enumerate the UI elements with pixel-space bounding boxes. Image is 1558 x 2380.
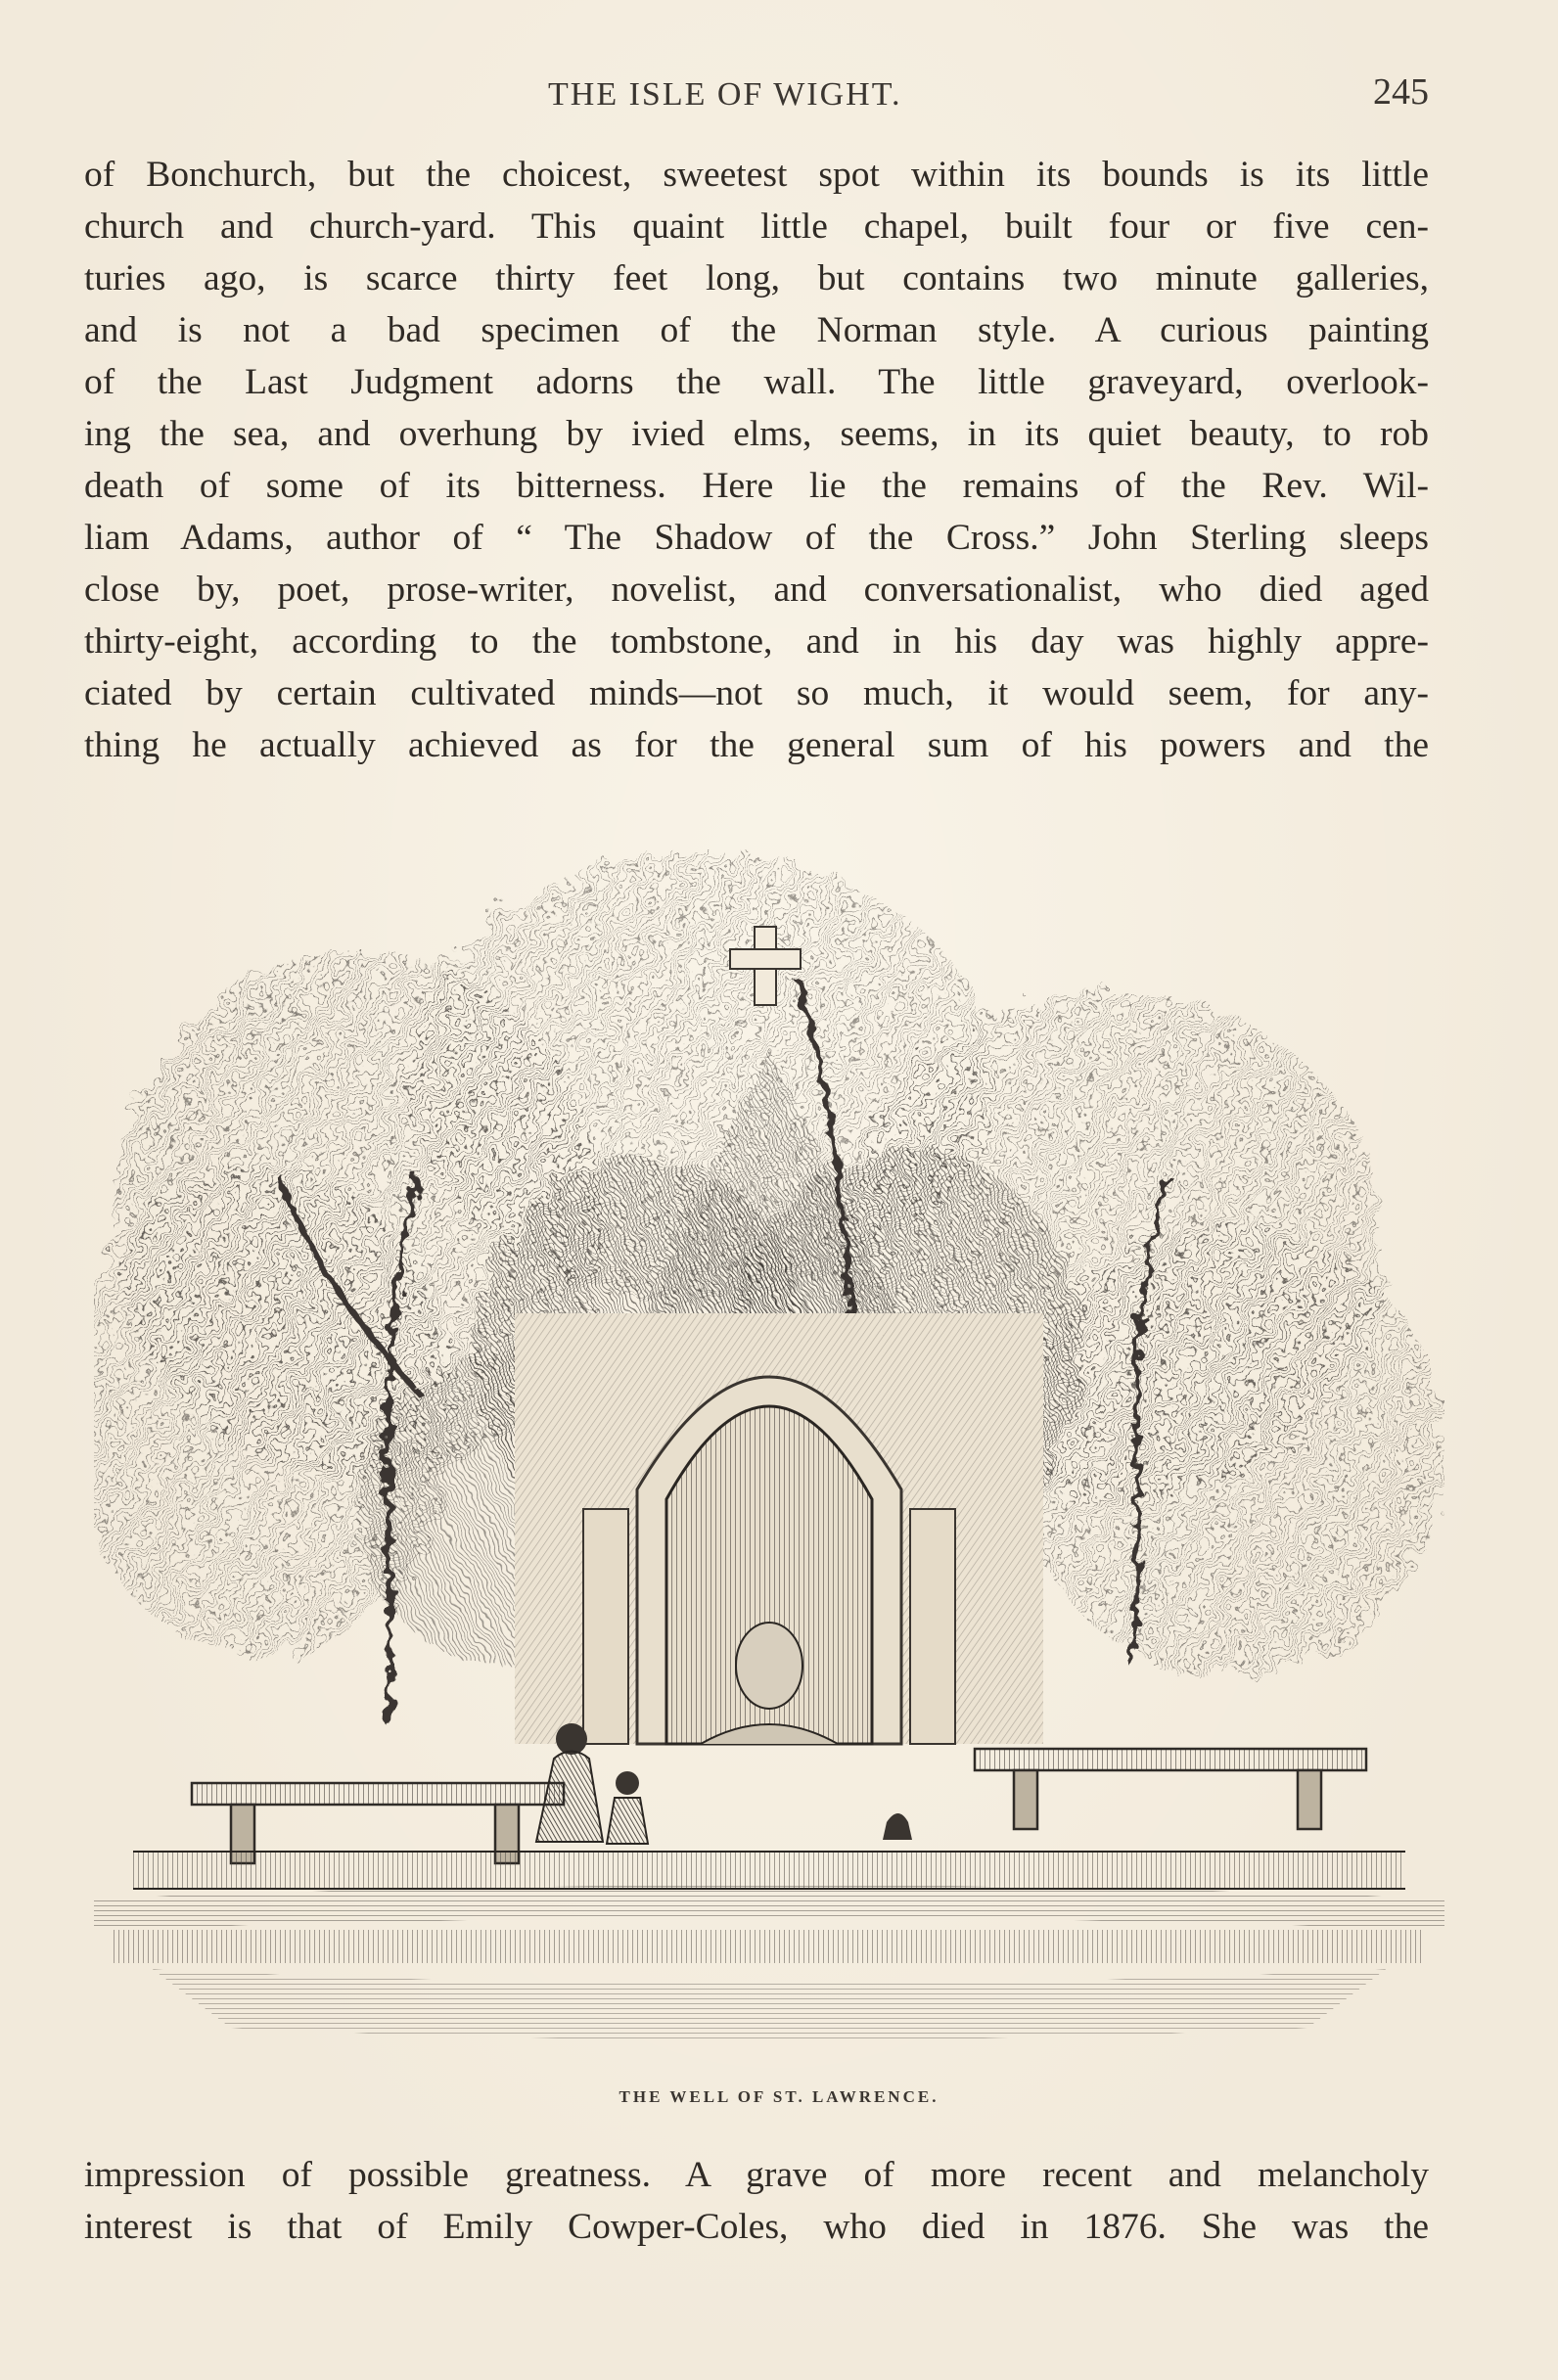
text-line: thing he actually achieved as for the general sum of his powers and the (84, 725, 1429, 765)
running-title: THE ISLE OF WIGHT. (548, 76, 902, 113)
engraving-well-of-st-lawrence (94, 804, 1444, 2047)
text-line: of the Last Judgment adorns the wall. The little graveyard, overlook- (84, 362, 1429, 402)
low-railing (133, 1852, 1405, 1889)
text-line: ciated by certain cultivated minds—not so much, it would seem, for any- (84, 673, 1429, 713)
foreground-road (94, 1885, 1444, 2040)
page-number: 245 (1373, 71, 1429, 113)
text-line: of Bonchurch, but the choicest, sweetest spot within its bounds is its little (84, 155, 1429, 195)
text-line: thirty-eight, according to the tombstone, and in his day was highly appre- (84, 621, 1429, 662)
text-line: close by, poet, prose-writer, novelist, and conversationalist, who died aged (84, 570, 1429, 610)
stone-benches (192, 1749, 1366, 1863)
text-line: church and church-yard. This quaint little chapel, built four or five cen- (84, 206, 1429, 247)
text-line: impression of possible greatness. A grave of more recent and melancholy (84, 2155, 1429, 2195)
text-line: liam Adams, author of “ The Shadow of the Cross.” John Sterling sleeps (84, 518, 1429, 558)
engraving-illustration (94, 804, 1444, 2047)
text-line: death of some of its bitterness. Here lie the remains of the Rev. Wil- (84, 466, 1429, 506)
text-line: ing the sea, and overhung by ivied elms, seems, in its quiet beauty, to rob (84, 414, 1429, 454)
text-line: interest is that of Emily Cowper-Coles, who died in 1876. She was the (84, 2207, 1429, 2247)
body-text-bottom (84, 2149, 1429, 2253)
figure-caption: THE WELL OF ST. LAWRENCE. (619, 2087, 939, 2106)
text-line: turies ago, is scarce thirty feet long, but contains two minute galleries, (84, 258, 1429, 298)
body-text-top (84, 149, 1429, 771)
text-line: and is not a bad specimen of the Norman style. A curious painting (84, 310, 1429, 350)
